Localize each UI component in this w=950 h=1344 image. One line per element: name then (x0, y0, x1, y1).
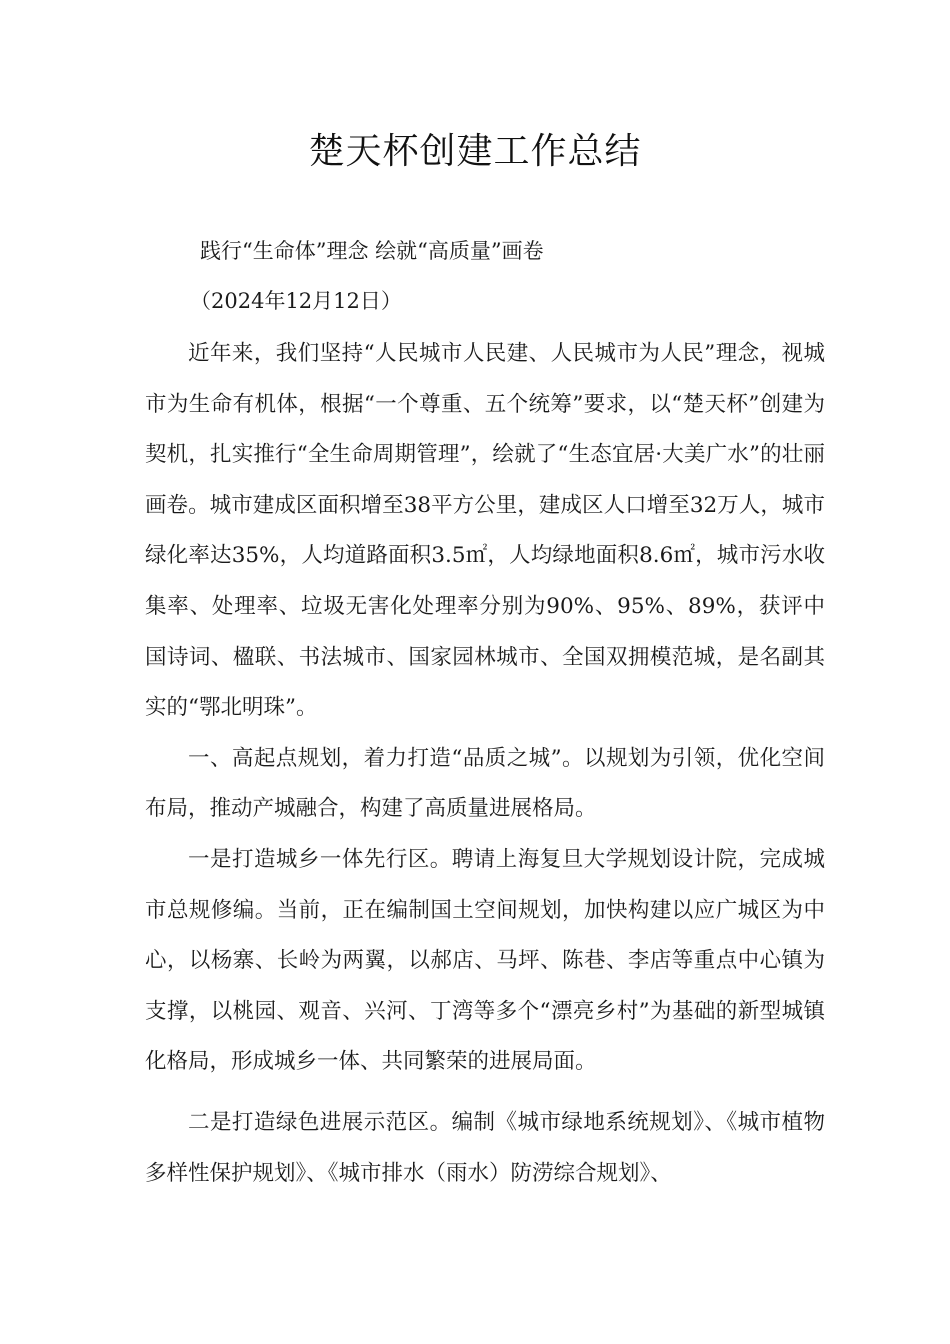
document-body (145, 329, 825, 1199)
document-date: （2024年12月12日） (190, 289, 402, 313)
document-title: 楚天杯创建工作总结 (308, 131, 642, 172)
document-subtitle: 践行“生命体”理念 绘就“高质量”画卷 (200, 239, 544, 263)
body-paragraph-point-1: 一是打造城乡一体先行区。聘请上海复旦大学规划设计院，完成城市总规修编。当前，正在编制国土空间规划，加快构建以应广城区为中心，以杨寨、长岭为两翼，以郝店、马坪、陈巷、李店等重点中心镇为支撑，以桃园、观音、兴河、丁湾等多个“漂亮乡村”为基础的新型城镇化格局，形成城乡一体、共同繁荣的进展局面。 (145, 846, 825, 1075)
body-paragraph-intro: 近年来，我们坚持“人民城市人民建、人民城市为人民”理念，视城市为生命有机体，根据“一个尊重、五个统筹”要求，以“楚天杯”创建为契机，扎实推行“全生命周期管理”，绘就了“生态宜居·大美广水”的壮丽画卷。城市建成区面积增至38平方公里，建成区人口增至32万人，城市绿化率达35%，人均道路面积3.5㎡，人均绿地面积8.6㎡，城市污水收集率、处理率、垃圾无害化处理率分别为90%、95%、89%，获评中国诗词、楹联、书法城市、国家园林城市、全国双拥模范城，是名副其实的“鄂北明珠”。 (145, 341, 825, 721)
body-paragraph-section-1: 一、高起点规划，着力打造“品质之城”。以规划为引领，优化空间布局，推动产城融合，构建了高质量进展格局。 (145, 745, 825, 822)
body-paragraph-point-2: 二是打造绿色进展示范区。编制《城市绿地系统规划》、《城市植物多样性保护规划》、《城市排水（雨水）防涝综合规划》、 (145, 1109, 825, 1186)
